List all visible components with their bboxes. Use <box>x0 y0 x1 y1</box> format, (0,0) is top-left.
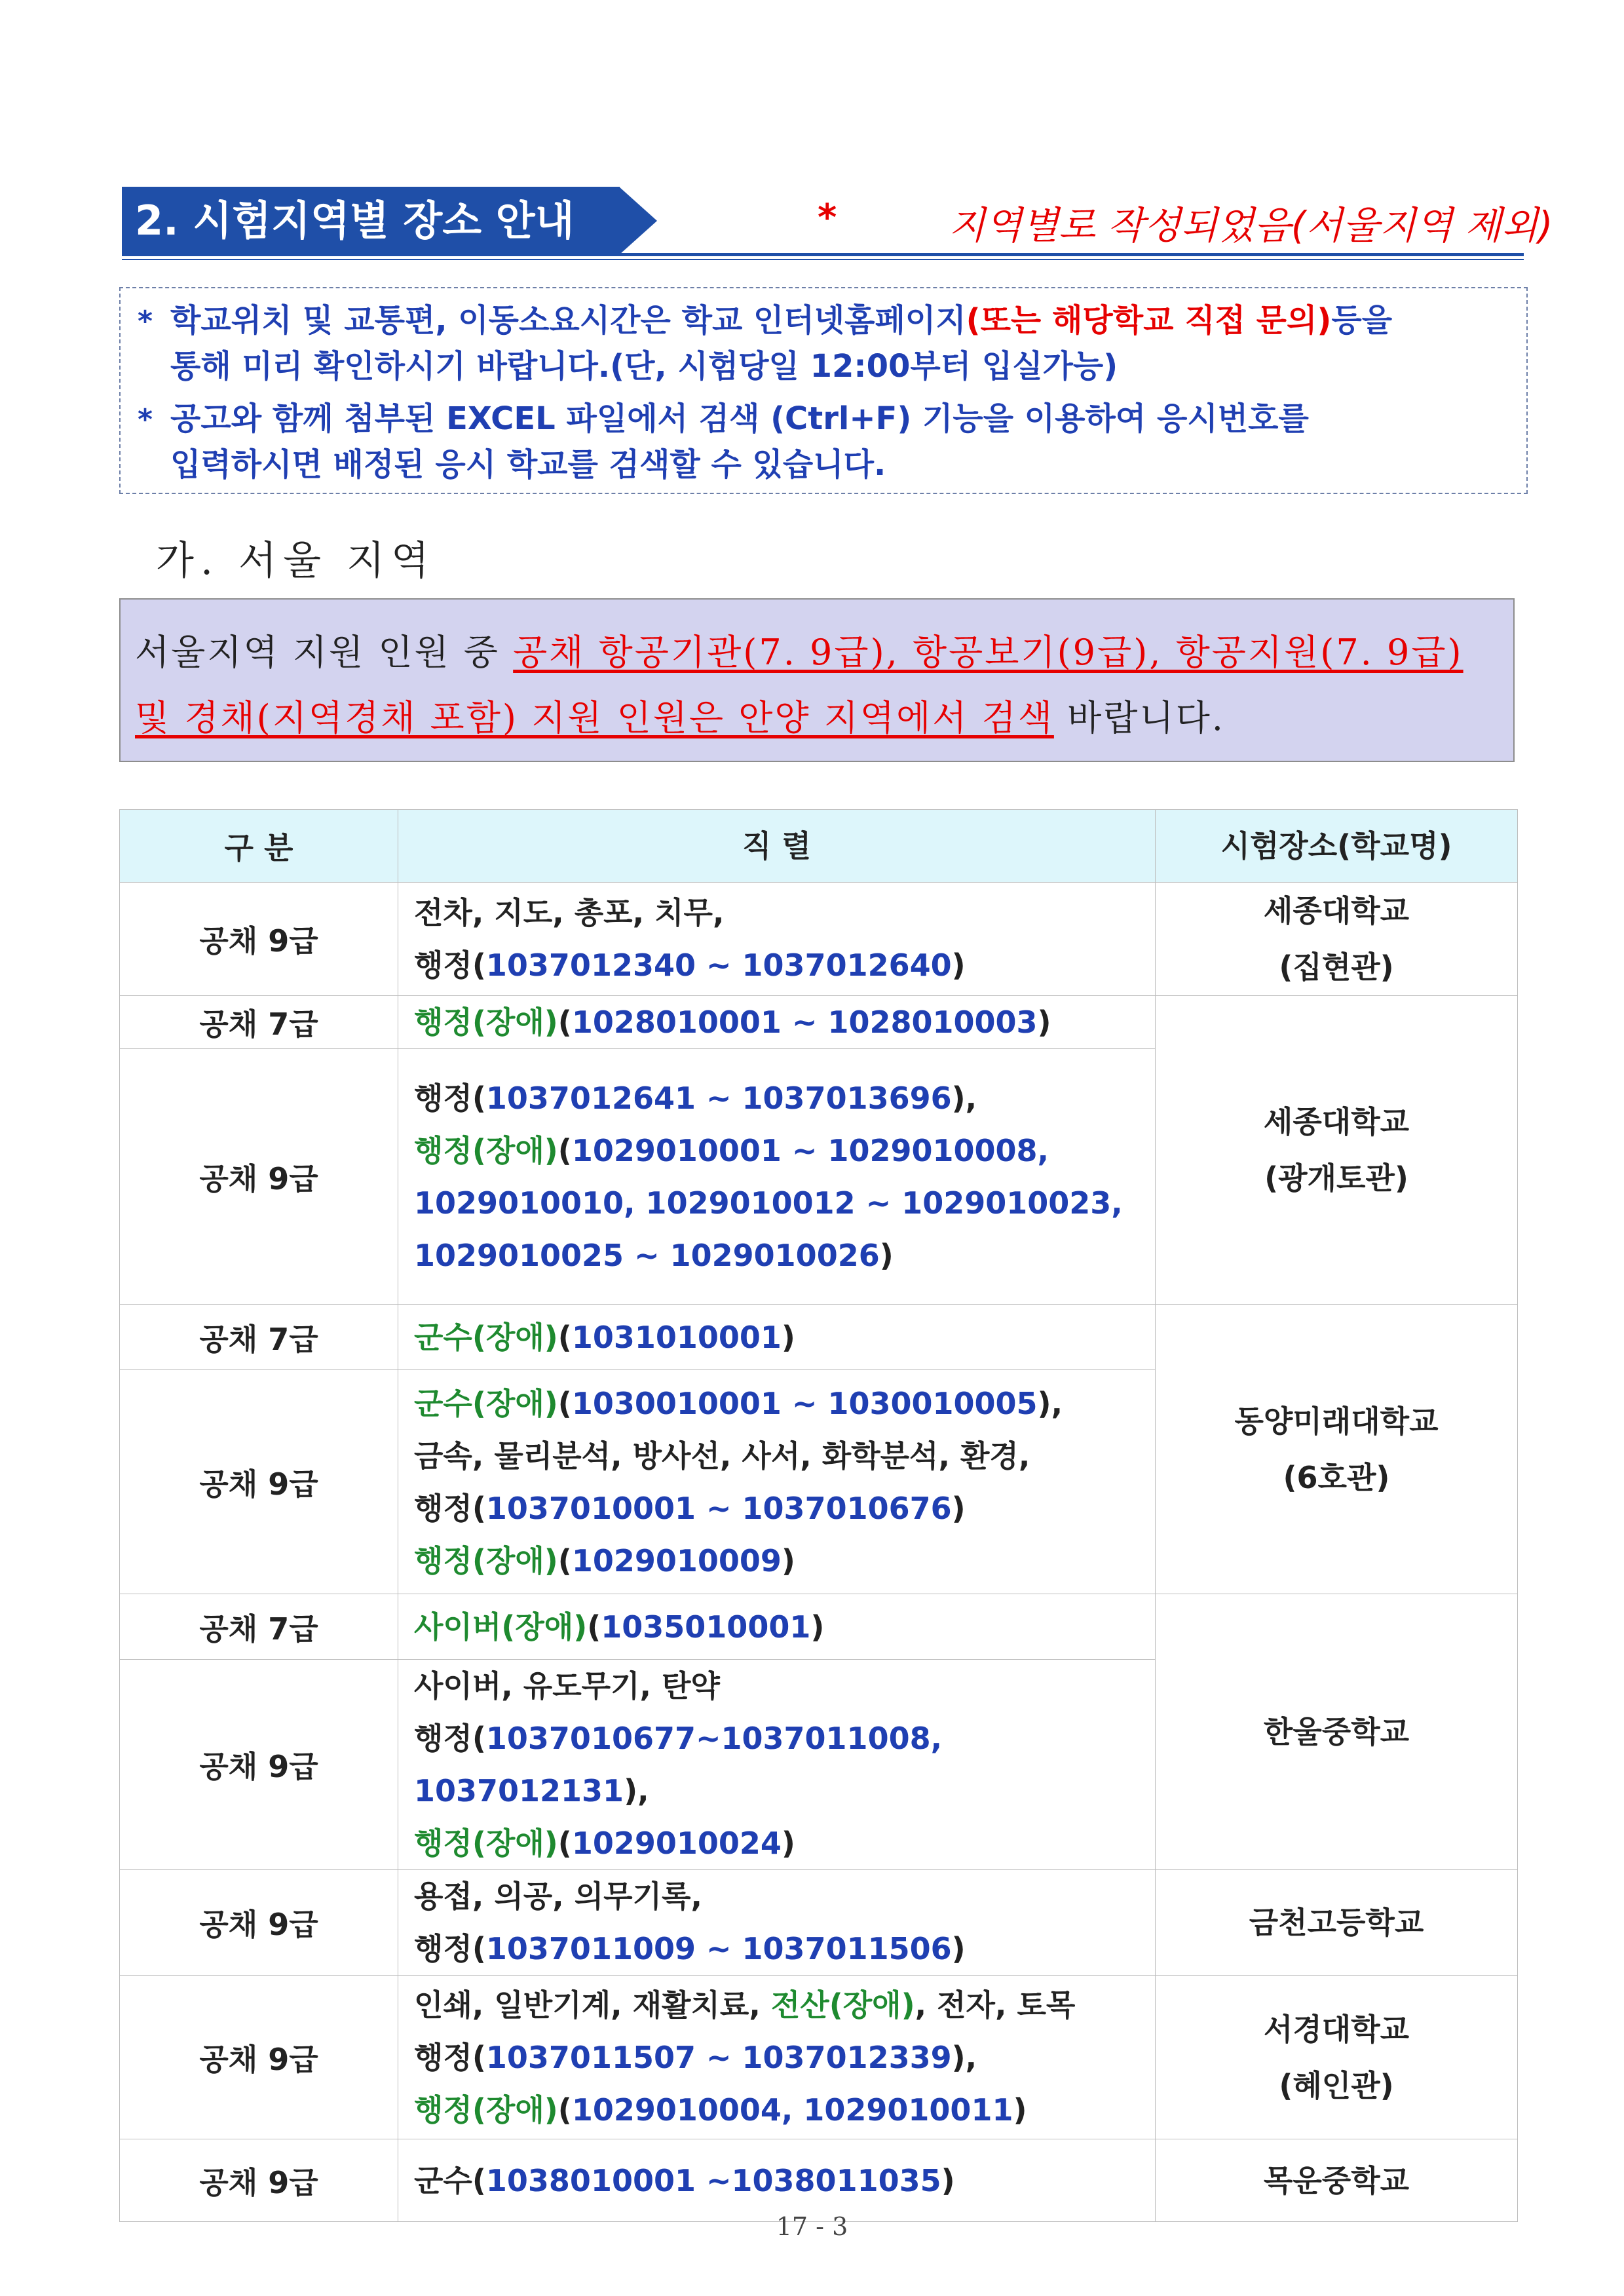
series-line <box>414 1870 1155 1923</box>
series-cell <box>398 996 1156 1049</box>
venue-school-name: 세종대학교 <box>1263 1104 1410 1139</box>
disability-track-label: 군수(장애) <box>414 1385 558 1421</box>
title-arrow-shape <box>619 187 657 255</box>
info-highlight: 공채 항공기관(7. 9급), 항공보기(9급), 항공지원(7. 9급) <box>513 632 1463 673</box>
series-text: ) <box>781 1319 795 1355</box>
exam-number-range: 1030010001 ~ 1030010005 <box>571 1385 1038 1421</box>
exam-number-range: 1037011009 ~ 1037011506 <box>485 1931 952 1966</box>
notice-item-2 <box>138 396 1513 488</box>
series-cell <box>398 1870 1156 1976</box>
table-header-row <box>120 810 1518 883</box>
series-line <box>414 939 1155 991</box>
notice-line <box>170 297 1513 343</box>
notice-item-1 <box>138 297 1513 389</box>
series-text: 행정( <box>414 1080 486 1116</box>
series-text: 금속, 물리분석, 방사선, 사서, 화학분석, 환경, <box>414 1438 1030 1474</box>
series-text: ) <box>1013 2092 1027 2128</box>
venue-school-name: 목운중학교 <box>1263 2162 1410 2198</box>
table-body <box>120 883 1518 2222</box>
series-line <box>414 1482 1155 1535</box>
series-line <box>414 1229 1155 1282</box>
series-cell <box>398 1976 1156 2139</box>
exam-number-range: 1029010004, 1029010011 <box>571 2092 1013 2128</box>
series-line <box>414 1177 1155 1229</box>
venue-cell <box>1156 1594 1518 1870</box>
category-cell: 공채 7급 <box>120 996 398 1049</box>
notice-box <box>119 287 1528 494</box>
header-rule <box>122 253 1524 256</box>
series-text: ) <box>951 1490 966 1526</box>
series-text: 용접, 의공, 의무기록, <box>414 1879 702 1914</box>
series-text: 행정( <box>414 947 486 983</box>
series-text: ( <box>557 1132 572 1168</box>
series-line <box>414 1377 1155 1430</box>
exam-venue-table <box>119 809 1518 2222</box>
series-text: ( <box>557 1004 572 1040</box>
venue-building-name: (광개토관) <box>1264 1160 1408 1196</box>
header-rule-thin <box>122 259 1524 260</box>
info-highlight: 및 경채(지역경채 포함) 지원 인원은 안양 지역에서 검색 <box>135 697 1054 738</box>
series-line <box>414 1311 1155 1364</box>
col-header-category: 구 분 <box>120 810 398 883</box>
exam-number-range: 1037012641 ~ 1037013696 <box>485 1080 952 1116</box>
disability-track-label: 행정(장애) <box>414 2092 558 2128</box>
info-text: 바랍니다. <box>1053 697 1225 738</box>
category-cell: 공채 9급 <box>120 1370 398 1594</box>
series-text: ) <box>951 1931 966 1966</box>
exam-number-range: 1029010009 <box>571 1542 782 1578</box>
table-row <box>120 1976 1518 2139</box>
series-text: ( <box>557 1826 572 1861</box>
series-cell <box>398 2139 1156 2222</box>
series-text: 행정( <box>414 1721 486 1756</box>
series-text: ( <box>557 1319 572 1355</box>
venue-building-name: (6호관) <box>1283 1459 1390 1495</box>
series-cell <box>398 1049 1156 1305</box>
category-cell: 공채 9급 <box>120 1049 398 1305</box>
notice-line: 공고와 함께 첨부된 EXCEL 파일에서 검색 (Ctrl+F) 기능을 이용하여 응시번호를 <box>170 400 1309 437</box>
series-text: ( <box>557 2092 572 2128</box>
disability-track-label: 군수(장애) <box>414 1319 558 1355</box>
venue-cell <box>1156 1305 1518 1594</box>
exam-number-range: 1029010025 ~ 1029010026 <box>414 1237 880 1273</box>
category-cell: 공채 7급 <box>120 1594 398 1660</box>
page-number: 17 - 3 <box>776 2212 848 2241</box>
col-header-venue: 시험장소(학교명) <box>1156 810 1518 883</box>
table-row <box>120 1305 1518 1370</box>
series-text: 행정( <box>414 1490 486 1526</box>
series-text: ) <box>781 1542 795 1578</box>
venue-cell <box>1156 2139 1518 2222</box>
info-line-1 <box>135 624 1463 675</box>
series-line <box>414 996 1155 1048</box>
venue-school-name: 세종대학교 <box>1263 893 1410 928</box>
series-cell <box>398 1660 1156 1870</box>
category-cell: 공채 9급 <box>120 1870 398 1976</box>
series-text: ) <box>951 947 966 983</box>
category-cell: 공채 9급 <box>120 883 398 996</box>
disability-track-label: 전산(장애) <box>770 1987 915 2023</box>
exam-number-range: 1037010001 ~ 1037010676 <box>485 1490 952 1526</box>
table-row <box>120 1594 1518 1660</box>
series-text: ( <box>587 1609 601 1645</box>
series-text: ( <box>557 1542 572 1578</box>
series-text: ), <box>951 1080 977 1116</box>
series-text: 군수( <box>414 2162 486 2198</box>
series-text: 사이버, 유도무기, 탄약 <box>414 1668 720 1704</box>
series-text: ), <box>951 2039 977 2075</box>
series-line <box>414 1979 1155 2031</box>
series-text: 인쇄, 일반기계, 재활치료, <box>414 1987 771 2023</box>
disability-track-label: 사이버(장애) <box>414 1609 588 1645</box>
venue-building-name: (혜인관) <box>1279 2067 1394 2103</box>
series-line <box>414 2031 1155 2084</box>
notice-text: 학교위치 및 교통편, 이동소요시간은 학교 인터넷홈페이지 <box>170 302 966 339</box>
venue-cell <box>1156 1870 1518 1976</box>
series-line <box>414 2084 1155 2136</box>
venue-cell <box>1156 996 1518 1305</box>
series-line <box>414 1712 1155 1817</box>
series-cell <box>398 1305 1156 1370</box>
series-text: 전차, 지도, 총포, 치무, <box>414 895 725 930</box>
series-cell <box>398 1370 1156 1594</box>
table-row <box>120 1870 1518 1976</box>
info-line-2 <box>135 690 1225 740</box>
note-asterisk: * <box>818 197 837 239</box>
series-text: ) <box>941 2162 955 2198</box>
bullet-asterisk: * <box>138 305 153 338</box>
series-text: 행정( <box>414 2039 486 2075</box>
disability-track-label: 행정(장애) <box>414 1826 558 1861</box>
table-row <box>120 883 1518 996</box>
exam-number-range: 1035010001 <box>601 1609 811 1645</box>
notice-text: 등을 <box>1331 302 1393 339</box>
table-row <box>120 2139 1518 2222</box>
venue-school-name: 서경대학교 <box>1263 2011 1410 2047</box>
series-line <box>414 1430 1155 1482</box>
region-heading: 가. 서울 지역 <box>156 538 436 584</box>
series-line <box>414 1072 1155 1124</box>
series-text: 행정( <box>414 1931 486 1966</box>
series-text: ) <box>781 1826 795 1861</box>
exam-number-range: 1029010024 <box>571 1826 782 1861</box>
series-text: ) <box>1037 1004 1051 1040</box>
col-header-series: 직 렬 <box>398 810 1156 883</box>
info-text: 서울지역 지원 인원 중 <box>135 632 514 673</box>
series-line <box>414 887 1155 939</box>
category-cell: 공채 9급 <box>120 1976 398 2139</box>
category-cell: 공채 7급 <box>120 1305 398 1370</box>
exam-number-range: 1037011507 ~ 1037012339 <box>485 2039 952 2075</box>
series-text: , 전자, 토목 <box>915 1987 1076 2023</box>
venue-school-name: 금천고등학교 <box>1249 1905 1424 1940</box>
info-box <box>119 598 1515 762</box>
exam-number-range: 1029010010, 1029010012 ~ 1029010023, <box>414 1185 1123 1221</box>
series-line <box>414 1124 1155 1177</box>
bullet-asterisk: * <box>138 403 153 436</box>
series-text: ) <box>810 1609 825 1645</box>
notice-line: 입력하시면 배정된 응시 학교를 검색할 수 있습니다. <box>170 446 886 483</box>
series-text: ( <box>557 1385 572 1421</box>
venue-cell <box>1156 883 1518 996</box>
category-cell: 공채 9급 <box>120 1660 398 1870</box>
header-note: 지역별로 작성되었음(서울지역 제외) <box>949 203 1553 248</box>
exam-number-range: 1028010001 ~ 1028010003 <box>571 1004 1038 1040</box>
series-line <box>414 1923 1155 1975</box>
table-row <box>120 996 1518 1049</box>
exam-number-range: 1029010001 ~ 1029010008, <box>571 1132 1049 1168</box>
venue-building-name: (집현관) <box>1279 949 1394 985</box>
series-line <box>414 2154 1155 2207</box>
exam-number-range: 1038010001 ~1038011035 <box>485 2162 941 2198</box>
exam-number-range: 1037012340 ~ 1037012640 <box>485 947 952 983</box>
series-text: ) <box>879 1237 894 1273</box>
series-text: ), <box>1037 1385 1063 1421</box>
disability-track-label: 행정(장애) <box>414 1132 558 1168</box>
exam-number-range: 1031010001 <box>571 1319 782 1355</box>
series-line <box>414 1817 1155 1869</box>
series-line <box>414 1535 1155 1587</box>
disability-track-label: 행정(장애) <box>414 1542 558 1578</box>
series-line <box>414 1660 1155 1712</box>
disability-track-label: 행정(장애) <box>414 1004 558 1040</box>
series-text: ), <box>624 1773 649 1808</box>
venue-school-name: 동양미래대학교 <box>1234 1403 1439 1439</box>
venue-cell <box>1156 1976 1518 2139</box>
series-cell <box>398 883 1156 996</box>
notice-line: 통해 미리 확인하시기 바랍니다.(단, 시험당일 12:00부터 입실가능) <box>170 348 1118 385</box>
section-title: 2. 시험지역별 장소 안내 <box>122 187 620 255</box>
venue-school-name: 한울중학교 <box>1263 1714 1410 1750</box>
series-line <box>414 1601 1155 1653</box>
category-cell: 공채 9급 <box>120 2139 398 2222</box>
series-cell <box>398 1594 1156 1660</box>
notice-highlight: (또는 해당학교 직접 문의) <box>966 302 1332 339</box>
exam-number-range: 1037010677~1037011008, 1037012131 <box>414 1721 943 1808</box>
